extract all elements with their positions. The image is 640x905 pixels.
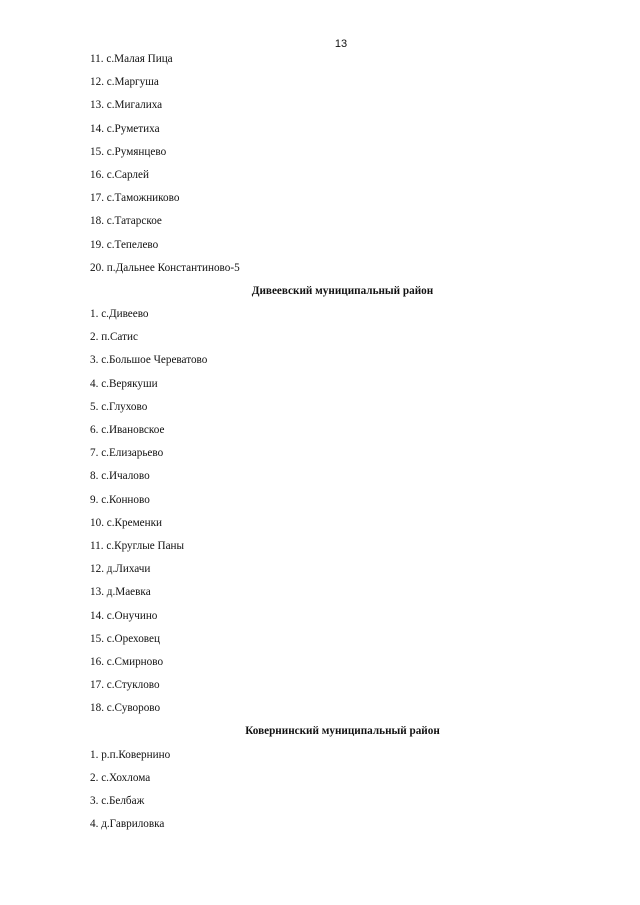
list-item: 17. с.Стуклово bbox=[90, 679, 160, 692]
list-item: 13. д.Маевка bbox=[90, 586, 151, 599]
list-item: 2. п.Сатис bbox=[90, 331, 138, 344]
list-item: 16. с.Смирново bbox=[90, 655, 164, 668]
list-item: 11. с.Малая Пица bbox=[90, 53, 173, 65]
list-item: 10. с.Кременки bbox=[90, 516, 163, 529]
list-item: 1. р.п.Ковернино bbox=[90, 748, 171, 761]
list-item: 13. с.Мигалиха bbox=[90, 99, 163, 112]
list-item: 15. с.Румянцево bbox=[90, 145, 167, 158]
list-item: 9. с.Конново bbox=[90, 493, 150, 506]
list-item: 11. с.Круглые Паны bbox=[90, 539, 185, 552]
list-item: 4. д.Гавриловка bbox=[90, 818, 165, 831]
list-item: 12. с.Маргуша bbox=[90, 76, 159, 89]
section-heading: Ковернинский муниципальный район bbox=[245, 725, 440, 738]
list-item: 6. с.Ивановское bbox=[90, 424, 165, 436]
list-item: 7. с.Елизарьево bbox=[90, 447, 164, 460]
list-item: 18. с.Татарское bbox=[90, 215, 162, 228]
list-item: 3. с.Большое Череватово bbox=[90, 354, 208, 367]
list-item: 14. с.Онучино bbox=[90, 609, 158, 622]
list-item: 18. с.Суворово bbox=[90, 702, 161, 715]
list-item: 1. с.Дивеево bbox=[90, 308, 149, 321]
page-number: 13 bbox=[334, 38, 348, 50]
list-item: 12. д.Лихачи bbox=[90, 563, 151, 576]
list-item: 17. с.Таможниково bbox=[90, 192, 180, 205]
list-item: 8. с.Ичалово bbox=[90, 470, 150, 483]
list-item: 19. с.Тепелево bbox=[90, 238, 159, 251]
document-body bbox=[90, 50, 595, 838]
section-heading: Дивеевский муниципальный район bbox=[251, 284, 434, 297]
list-item: 2. с.Хохлома bbox=[90, 771, 151, 784]
list-item: 15. с.Ореховец bbox=[90, 632, 160, 645]
list-item: 5. с.Глухово bbox=[90, 400, 148, 413]
list-item: 20. п.Дальнее Константиново-5 bbox=[90, 261, 240, 274]
list-item: 3. с.Белбаж bbox=[90, 795, 145, 807]
list-item: 4. с.Верякуши bbox=[90, 377, 158, 390]
list-item: 14. с.Руметиха bbox=[90, 122, 160, 135]
list-item: 16. с.Сарлей bbox=[90, 168, 149, 181]
